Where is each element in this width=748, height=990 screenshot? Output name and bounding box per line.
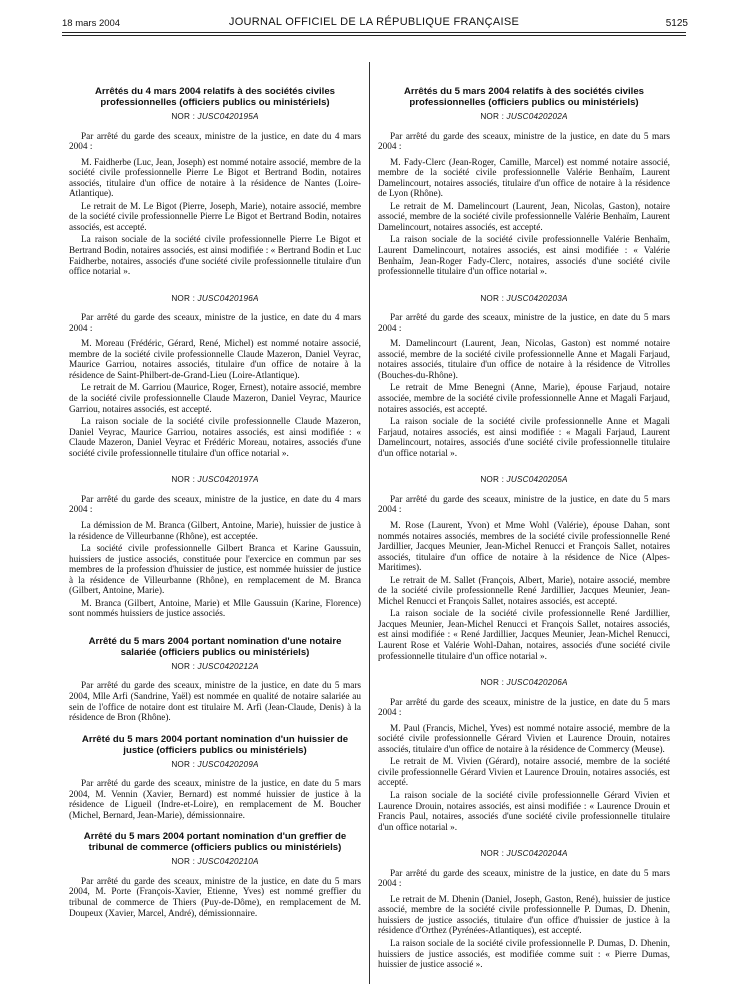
page-number: 5125 (665, 18, 688, 29)
paragraph: Par arrêté du garde des sceaux, ministre de la justice, en date du 5 mars 2004, M. Vennin (Xavier, Bernard) est nommé huissier de justice à la résidence de Ligueil (Indre-et-Loire), en remplacement de M. Boucher (Michel, Bernard, Jean-Marie), démissionnaire. (69, 779, 361, 821)
article-block (378, 849, 670, 970)
paragraph: Le retrait de M. Damelincourt (Laurent, Jean, Nicolas, Gaston), notaire associé, membre de la société civile professionnelle Valérie Benhaïm, Laurent Damelincourt, notaires associés, est accepté. (378, 201, 670, 233)
nor-reference: NOR : JUSC0420196A (171, 293, 259, 303)
nor-reference: NOR : JUSC0420195A (171, 112, 259, 121)
paragraph: Par arrêté du garde des sceaux, ministre de la justice, en date du 5 mars 2004 : (378, 868, 670, 890)
article-block (378, 86, 670, 278)
paragraph: Le retrait de Mme Benegni (Anne, Marie), épouse Farjaud, notaire associée, membre de la société civile professionnelle Anne et Magali Farjaud, notaires associés, est accepté. (378, 383, 670, 415)
paragraph: Par arrêté du garde des sceaux, ministre de la justice, en date du 5 mars 2004 : (378, 494, 670, 516)
right-column (378, 86, 670, 986)
paragraph: Le retrait de M. Le Bigot (Pierre, Joseph, Marie), notaire associé, membre de la société civile professionnelle Pierre Le Bigot et Bertrand Bodin, notaires associés, est accepté. (69, 201, 361, 233)
header-rule-double (62, 35, 686, 36)
nor-reference: NOR : JUSC0420206A (480, 678, 568, 688)
article-title: Arrêté du 5 mars 2004 portant nomination d'un huissier de justice (officiers publics ou ministériels) (81, 733, 349, 756)
nor-reference: NOR : JUSC0420203A (480, 293, 568, 303)
page-header (0, 0, 748, 48)
left-column (69, 86, 361, 986)
paragraph: Par arrêté du garde des sceaux, ministre de la justice, en date du 5 mars 2004 : (378, 131, 670, 153)
article-block (69, 475, 361, 620)
paragraph: M. Faidherbe (Luc, Jean, Joseph) est nommé notaire associé, membre de la société civile professionnelle Pierre Le Bigot et Bertrand Bodin, notaires associés, titulaire d'un office de notaire à la résidence de Nantes (Loire-Atlantique). (69, 157, 361, 200)
paragraph: Par arrêté du garde des sceaux, ministre de la justice, en date du 5 mars 2004, Mlle Arfi (Sandrine, Yaël) est nommée en qualité de notaire salariée au sein de l'office de notaire dont est titulaire M. Arfi (Jean-Claude, Denis) à la résidence de Bron (Rhône). (69, 681, 361, 724)
paragraph: M. Damelincourt (Laurent, Jean, Nicolas, Gaston) est nommé notaire associé, membre de la société civile professionnelle Anne et Magali Farjaud, notaires associés, titulaire d'un office de notaire à la résidence de Vitrolles (Bouches-du-Rhône). (378, 339, 670, 381)
nor-reference: NOR : JUSC0420210A (171, 857, 259, 867)
paragraph: La raison sociale de la société civile professionnelle Pierre Le Bigot et Bertrand Bodin, notaires associés, est ainsi modifiée : « Bertrand Bodin et Luc Faidherbe, notaires, associés d'une société civile professionnelle titulaire d'un office notarial ». (69, 235, 361, 278)
paragraph: La raison sociale de la société civile professionnelle Claude Mazeron, Daniel Veyrac, Maurice Garriou, notaires associés, est ainsi modifiée : « Claude Mazeron, Daniel Veyrac et Frédéric Moreau, notaires, associés d'une société civile professionnelle titulaire d'un office notarial ». (69, 417, 361, 459)
paragraph: M. Paul (Francis, Michel, Yves) est nommé notaire associé, membre de la société civile professionnelle Gérard Vivien et Laurence Drouin, notaires associés, titulaire d'un office de notaire à la résidence de Commercy (Meuse). (378, 723, 670, 755)
paragraph: M. Moreau (Frédéric, Gérard, René, Michel) est nommé notaire associé, membre de la société civile professionnelle Claude Mazeron, Daniel Veyrac, Maurice Garriou, notaires associés, titulaire d'un office de notaire à la résidence de Saint-Philbert-de-Grand-Lieu (Loire-Atlantique). (69, 339, 361, 381)
article-block (69, 734, 361, 822)
article-block (69, 831, 361, 919)
nor-reference: NOR : JUSC0420202A (480, 112, 568, 121)
paragraph: La démission de M. Branca (Gilbert, Antoine, Marie), huissier de justice à la résidence de Villeurbanne (Rhône), est acceptée. (69, 520, 361, 542)
paragraph: M. Fady-Clerc (Jean-Roger, Camille, Marcel) est nommé notaire associé, membre de la société civile professionnelle Valérie Benhaïm, Laurent Damelincourt, notaires associés, titulaire d'un office de notaire à la résidence de Lyon (Rhône). (378, 157, 670, 200)
nor-reference: NOR : JUSC0420209A (171, 759, 259, 769)
paragraph: Par arrêté du garde des sceaux, ministre de la justice, en date du 5 mars 2004, M. Porte (François-Xavier, Etienne, Yves) est nommé greffier du tribunal de commerce de Thiers (Puy-de-Dôme), en remplacement de M. Doupeux (Xavier, Marcel, André), démissionnaire. (69, 876, 361, 919)
nor-reference: NOR : JUSC0420212A (171, 661, 259, 671)
paragraph: La société civile professionnelle Gilbert Branca et Karine Gaussuin, huissiers de justice associés, constituée pour l'exercice en commun par ses membres de la profession d'huissier de justice, est nommée huissier de justice à la résidence de Villeurbanne (Rhône), en remplacement de M. Branca (Gilbert, Antoine, Marie). (69, 544, 361, 597)
paragraph: Le retrait de M. Vivien (Gérard), notaire associé, membre de la société civile professionnelle Gérard Vivien et Laurence Drouin, notaires associés, est accepté. (378, 757, 670, 789)
article-title: Arrêté du 5 mars 2004 portant nomination d'un greffier de tribunal de commerce (officiers publics ou ministériels) (83, 831, 347, 854)
journal-title: JOURNAL OFFICIEL DE LA RÉPUBLIQUE FRANÇAISE (228, 16, 520, 28)
article-block (378, 475, 670, 662)
paragraph: Par arrêté du garde des sceaux, ministre de la justice, en date du 4 mars 2004 : (69, 313, 361, 334)
header-rule (62, 32, 686, 33)
nor-reference: NOR : JUSC0420197A (171, 475, 259, 485)
paragraph: Le retrait de M. Dhenin (Daniel, Joseph, Gaston, René), huissier de justice associé, membre de la société civile professionnelle P. Dumas, D. Dhenin, huissiers de justice associés, titulaire d'un office d'huissier de justice à la résidence d'Orthez (Pyrénées-Atlantiques), est accepté. (378, 894, 670, 937)
paragraph: La raison sociale de la société civile professionnelle P. Dumas, D. Dhenin, huissiers de justice associés, est modifiée comme suit : « Pierre Dumas, huissier de justice associé ». (378, 939, 670, 971)
article-title: Arrêtés du 5 mars 2004 relatifs à des sociétés civiles professionnelles (officiers publics ou ministériels) (404, 86, 644, 108)
paragraph: Par arrêté du garde des sceaux, ministre de la justice, en date du 4 mars 2004 : (69, 131, 361, 153)
article-block (69, 294, 361, 460)
paragraph: Par arrêté du garde des sceaux, ministre de la justice, en date du 5 mars 2004 : (378, 313, 670, 334)
article-block (378, 678, 670, 833)
issue-date: 18 mars 2004 (62, 18, 121, 29)
article-title: Arrêté du 5 mars 2004 portant nomination d'une notaire salariée (officiers publics ou ministériels) (88, 635, 342, 658)
nor-reference: NOR : JUSC0420205A (480, 475, 568, 485)
column-divider (369, 62, 370, 984)
article-title: Arrêtés du 4 mars 2004 relatifs à des sociétés civiles professionnelles (officiers publics ou ministériels) (95, 86, 335, 108)
paragraph: Le retrait de M. Sallet (François, Albert, Marie), notaire associé, membre de la société civile professionnelle René Jardillier, Jacques Meunier, Jean-Michel Renucci et François Sallet, notaires associés, est accepté. (378, 575, 670, 607)
nor-reference: NOR : JUSC0420204A (480, 849, 568, 859)
paragraph: La raison sociale de la société civile professionnelle Gérard Vivien et Laurence Drouin, notaires associés, est ainsi modifiée : « Laurence Drouin et Francis Paul, notaires, associés d'une société civile professionnelle titulaire d'un office notarial ». (378, 790, 670, 833)
paragraph: La raison sociale de la société civile professionnelle René Jardillier, Jacques Meunier, Jean-Michel Renucci et François Sallet, notaires associés, est ainsi modifiée : « René Jardillier, Jacques Meunier, Jean-Michel Renucci, Laurent Rose et Valérie Wohl-Dahan, notaires, associés d'une société civile professionnelle titulaire d'un office notarial ». (378, 609, 670, 662)
paragraph: M. Branca (Gilbert, Antoine, Marie) et Mlle Gaussuin (Karine, Florence) sont nommés huissiers de justice associés. (69, 598, 361, 620)
article-block (378, 294, 670, 460)
paragraph: M. Rose (Laurent, Yvon) et Mme Wohl (Valérie), épouse Dahan, sont nommés notaires associés, membres de la société civile professionnelle René Jardillier, Jacques Meunier, Jean-Michel Renucci et François Sallet, notaires associés, titulaire d'un office de notaire à la résidence de Nice (Alpes-Maritimes). (378, 520, 670, 574)
article-block (69, 636, 361, 724)
paragraph: Par arrêté du garde des sceaux, ministre de la justice, en date du 5 mars 2004 : (378, 697, 670, 719)
article-block (69, 86, 361, 278)
paragraph: La raison sociale de la société civile professionnelle Anne et Magali Farjaud, notaires associés, est ainsi modifiée : « Magali Farjaud, Laurent Damelincourt, notaires, associés d'une société civile professionnelle titulaire d'un office notarial ». (378, 417, 670, 459)
paragraph: La raison sociale de la société civile professionnelle Valérie Benhaïm, Laurent Damelincourt, notaires associés, est ainsi modifiée : « Valérie Benhaïm, Jean-Roger Fady-Clerc, notaires, associés d'une société civile professionnelle titulaire d'un office notarial ». (378, 235, 670, 278)
paragraph: Le retrait de M. Garriou (Maurice, Roger, Ernest), notaire associé, membre de la société civile professionnelle Claude Mazeron, Daniel Veyrac, Maurice Garriou, notaires associés, est accepté. (69, 383, 361, 415)
paragraph: Par arrêté du garde des sceaux, ministre de la justice, en date du 4 mars 2004 : (69, 494, 361, 516)
